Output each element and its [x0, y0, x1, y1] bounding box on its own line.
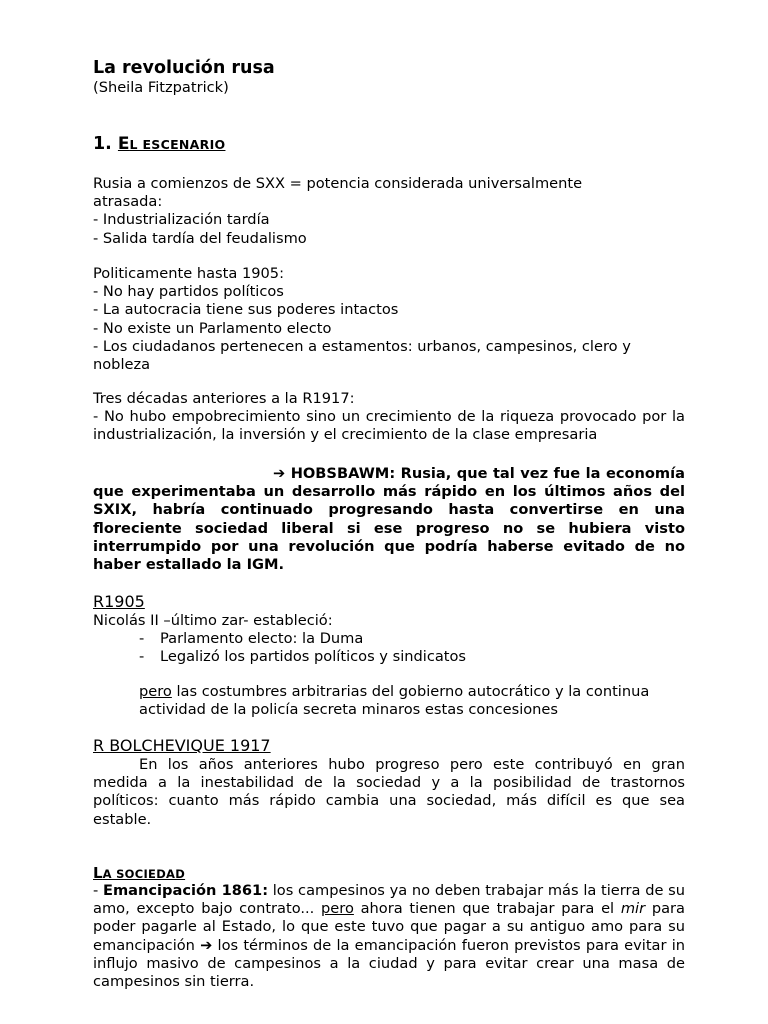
arrow-right-icon: ➔ [273, 465, 286, 482]
emancipacion-bold: Emancipación 1861: [102, 882, 269, 899]
paragraph-line: Rusia a comienzos de SXX = potencia considerada universalmente [93, 175, 583, 192]
hobsbawm-quote [93, 465, 685, 574]
list-item: - Los ciudadanos pertenecen a estamentos: urbanos, campesinos, clero y nobleza [93, 337, 631, 374]
list-item: - Salida tardía del feudalismo [93, 229, 307, 247]
subheading-r1905: R1905 [93, 592, 145, 611]
document-author: (Sheila Fitzpatrick) [93, 79, 229, 96]
paragraph-emancipacion: - Emancipación 1861: los campesinos ya no deben trabajar más la tierra de su amo, excepto bajo contrato... pero ahora tienen que trabajar para el mir para poder pagarle al Estado, lo que este tuvo que pagar a su antiguo amo para su emancipación ➔ los términos de la emancipación fueron previstos para evitar in influjo masivo de campesinos a la ciudad y para evitar crear una masa de campesinos sin tierra. [93, 882, 686, 991]
paragraph-text: las costumbres arbitrarias del gobierno autocrático y la continua actividad de la policía secreta minaros estas concesiones [139, 683, 650, 719]
paragraph-line: atrasada: [93, 193, 163, 211]
paragraph-pero [93, 683, 685, 719]
subheading-bolchevique: R BOLCHEVIQUE 1917 [93, 736, 271, 755]
mir-italic: mir [620, 900, 646, 918]
section-heading-cap: L [93, 864, 103, 882]
list-item: - Industrialización tardía [93, 211, 270, 229]
pero-underlined: pero [139, 683, 172, 700]
section-heading-sociedad [93, 864, 685, 883]
section-number: 1. [93, 134, 112, 154]
section-heading-escenario [93, 133, 685, 156]
list-item: - No hay partidos políticos [93, 283, 284, 301]
list-dash: - [139, 630, 145, 648]
list-dash: - [139, 648, 145, 666]
paragraph-text: - No hubo empobrecimiento sino un crecimiento de la riqueza provocado por la industrialización, la inversión y el crecimiento de la clase empresaria [93, 408, 685, 444]
section-bolchevique [93, 736, 685, 829]
list-item: - La autocracia tiene sus poderes intactos [93, 301, 399, 319]
document-title: La revolución rusa [93, 58, 275, 78]
list-item: - No existe un Parlamento electo [93, 319, 332, 337]
pero-underlined: pero [321, 900, 354, 918]
paragraph-line: Nicolás II –último zar- estableció: [93, 612, 333, 629]
list-item: - Legalizó los partidos políticos y sindicatos [139, 648, 467, 666]
paragraph-politicamente [93, 265, 685, 374]
list-item: - Parlamento electo: la Duma [139, 630, 364, 648]
section-r1905 [93, 592, 685, 667]
arrow-right-icon: ➔ [200, 936, 213, 954]
paragraph-heading: Politicamente hasta 1905: [93, 265, 285, 282]
section-heading-rest: L ESCENARIO [129, 137, 226, 152]
section-heading-cap: E [117, 134, 130, 154]
hobsbawm-text: HOBSBAWM: Rusia, que tal vez fue la economía que experimentaba un desarrollo más rápido en los últimos años del SXIX, habría continuado progresando hasta convertirse en una floreciente sociedad liberal si ese progreso no se hubiera visto interrumpido por una revolución que podría haberse evitado de no haber estallado la IGM. [93, 465, 685, 574]
paragraph-tres-decadas [93, 390, 685, 445]
paragraph-atrasada [93, 175, 685, 248]
section-heading-rest: A SOCIEDAD [102, 867, 186, 881]
paragraph-text: En los años anteriores hubo progreso pero este contribuyó en gran medida a la inestabilidad de la sociedad y a la posibilidad de trastornos políticos: cuanto más rápido cambia una sociedad, más difícil es que sea estable. [93, 756, 685, 828]
paragraph-heading: Tres décadas anteriores a la R1917: [93, 390, 355, 407]
